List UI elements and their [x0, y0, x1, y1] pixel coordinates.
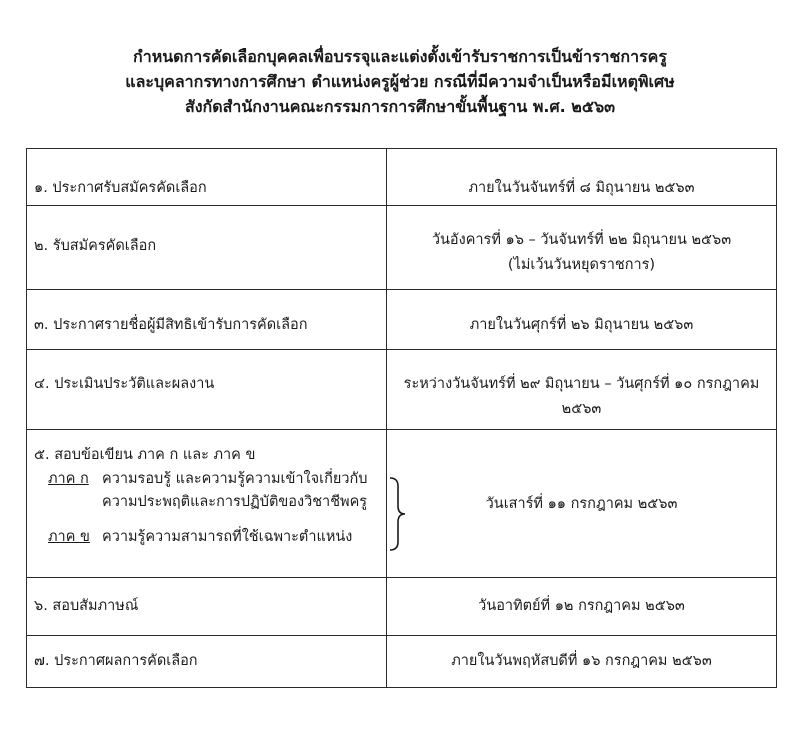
table-row: [27, 149, 777, 206]
date-cell: [387, 350, 777, 430]
date-label: วันอังคารที่ ๑๖ – วันจันทร์ที่ ๒๒ มิถุนายน ๒๕๖๓: [431, 232, 732, 248]
step-label: ๗. ประกาศผลการคัดเลือก: [34, 653, 198, 669]
part-a-key: ภาค ก: [48, 471, 89, 487]
title-line-2: และบุคลากรทางการศึกษา ตำแหน่งครูผู้ช่วย กรณีที่มีความจำเป็นหรือมีเหตุพิเศษ: [125, 72, 675, 91]
date-label: ระหว่างวันจันทร์ที่ ๒๙ มิถุนายน – วันศุกร์ที่ ๑๐ กรกฎาคม: [403, 376, 760, 392]
date-label: ภายในวันพฤหัสบดีที่ ๑๖ กรกฎาคม ๒๕๖๓: [451, 653, 712, 669]
date-cell: [387, 149, 777, 206]
step-label: ๖. สอบสัมภาษณ์: [34, 598, 139, 614]
step-cell: [27, 290, 387, 350]
step-cell: [27, 350, 387, 430]
date-continued: ๒๕๖๓: [561, 401, 602, 417]
date-label: ภายในวันจันทร์ที่ ๘ มิถุนายน ๒๕๖๓: [468, 180, 695, 196]
step-label: ๔. ประเมินประวัติและผลงาน: [34, 376, 215, 392]
date-cell: [387, 578, 777, 636]
step-cell: [27, 206, 387, 290]
step-cell: [27, 578, 387, 636]
step-cell: [27, 149, 387, 206]
table-row: [27, 206, 777, 290]
step-label: ๒. รับสมัครคัดเลือก: [34, 238, 157, 254]
date-label: วันเสาร์ที่ ๑๑ กรกฎาคม ๒๕๖๓: [485, 496, 678, 512]
date-label: วันอาทิตย์ที่ ๑๒ กรกฎาคม ๒๕๖๓: [478, 598, 685, 614]
table-row: [27, 636, 777, 688]
table-row: [27, 578, 777, 636]
date-cell: [387, 636, 777, 688]
date-label: ภายในวันศุกร์ที่ ๒๖ มิถุนายน ๒๕๖๓: [469, 317, 694, 333]
title-line-1: กำหนดการคัดเลือกบุคคลเพื่อบรรจุและแต่งตั้งเข้ารับราชการเป็นข้าราชการครู: [133, 47, 667, 66]
date-note: (ไม่เว้นวันหยุดราชการ): [507, 257, 656, 273]
step-cell: [27, 430, 387, 578]
step-label: ๓. ประกาศรายชื่อผู้มีสิทธิเข้ารับการคัดเลือก: [34, 317, 308, 333]
document-title: [0, 44, 800, 119]
schedule-table: [26, 148, 777, 688]
part-a-desc-2: ความประพฤติและการปฏิบัติของวิชาชีพครู: [102, 494, 368, 510]
part-b-desc: ความรู้ความสามารถที่ใช้เฉพาะตำแหน่ง: [102, 529, 353, 545]
step-label: ๕. สอบข้อเขียน ภาค ก และ ภาค ข: [34, 447, 256, 463]
part-a: [34, 468, 386, 491]
date-cell: [387, 290, 777, 350]
table-row: [27, 290, 777, 350]
part-a-cont: [34, 491, 386, 514]
part-b-key: ภาค ข: [48, 529, 90, 545]
step-cell: [27, 636, 387, 688]
table-row: [27, 350, 777, 430]
part-b: [34, 526, 386, 549]
title-line-3: สังกัดสำนักงานคณะกรรมการการศึกษาขั้นพื้นฐาน พ.ศ. ๒๕๖๓: [184, 97, 616, 116]
date-cell: [387, 206, 777, 290]
step-label: ๑. ประกาศรับสมัครคัดเลือก: [34, 180, 207, 196]
date-cell: [387, 430, 777, 578]
right-brace: [388, 476, 408, 552]
part-a-desc-1: ความรอบรู้ และความรู้ความเข้าใจเกี่ยวกับ: [102, 471, 368, 487]
